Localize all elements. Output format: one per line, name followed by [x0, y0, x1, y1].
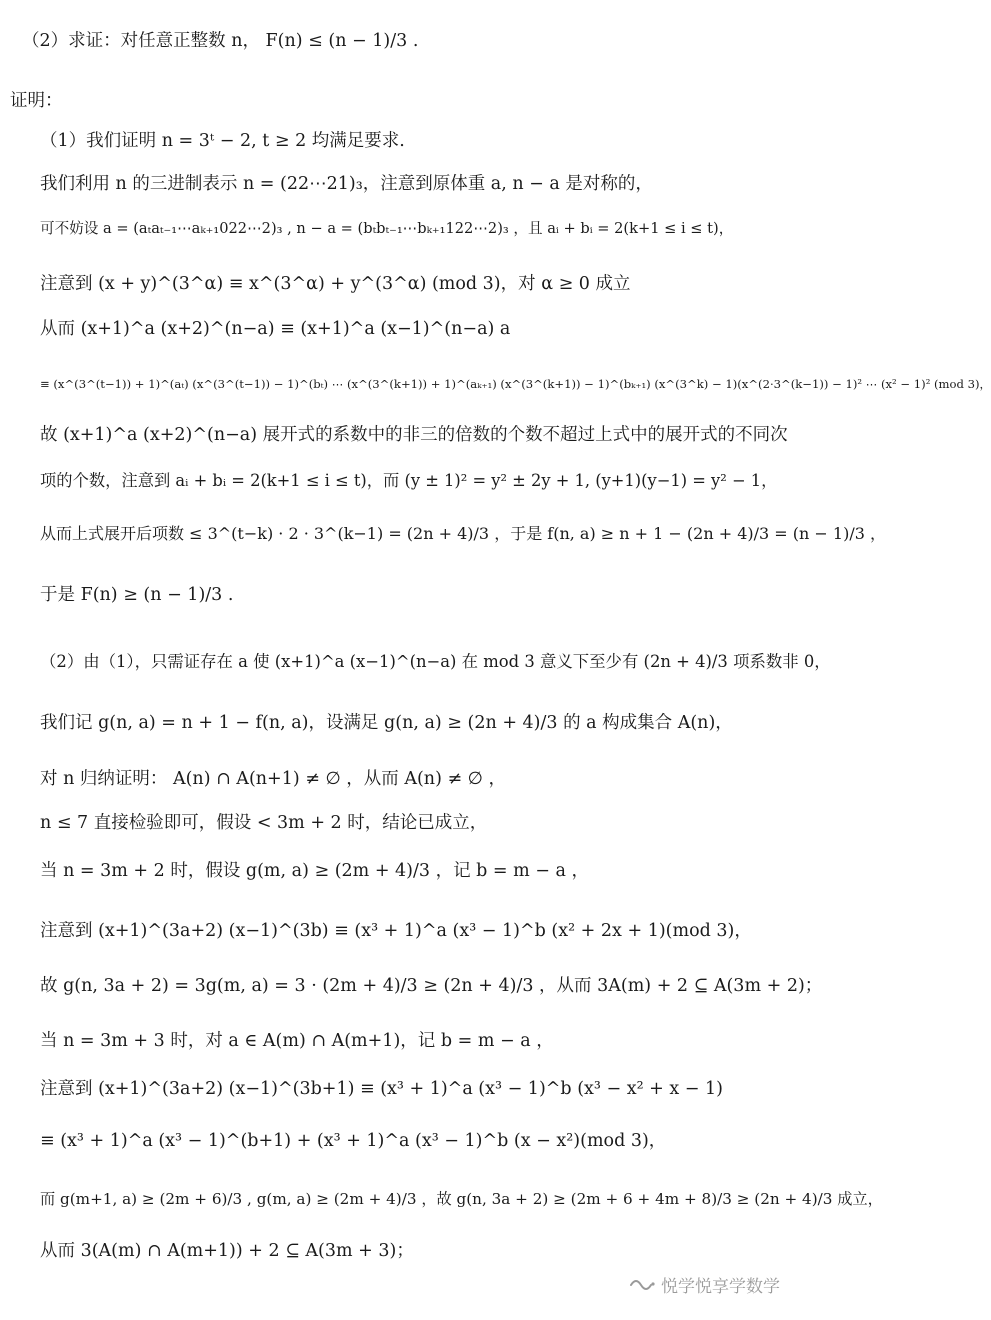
watermark: [629, 1272, 780, 1297]
proof-line: ≡ (x³ + 1)^a (x³ − 1)^(b+1) + (x³ + 1)^a (x³ − 1)^b (x − x²)(mod 3)，: [40, 1131, 667, 1151]
proof-line: 从而 3(A(m) ∩ A(m+1)) + 2 ⊆ A(3m + 3)；: [40, 1241, 414, 1261]
proof-line: ≡ (x^(3^(t−1)) + 1)^(aₜ) (x^(3^(t−1)) − 1)^(bₜ) ⋯ (x^(3^(k+1)) + 1)^(aₖ₊₁) (x^(3^(k+1)) − 1)^(bₖ₊₁) (x^(3^k) − 1)(x^(2·3^(k−1)) − 1)² ⋯ (x² − 1)² (mod 3)，: [40, 377, 991, 391]
proof-line: 项的个数，注意到 aᵢ + bᵢ = 2(k+1 ≤ i ≤ t)，而 (y ± 1)² = y² ± 2y + 1, (y+1)(y−1) = y² − 1，: [40, 471, 778, 490]
proof-line: 注意到 (x+1)^(3a+2) (x−1)^(3b+1) ≡ (x³ + 1)^a (x³ − 1)^b (x³ − x² + x − 1): [40, 1079, 723, 1099]
proof-line: （1）我们证明 n = 3ᵗ − 2, t ≥ 2 均满足要求.: [40, 131, 405, 151]
proof-line: 当 n = 3m + 2 时，假设 g(m, a) ≥ (2m + 4)/3 ，记 b = m − a ，: [40, 861, 590, 881]
proof-line: 于是 F(n) ≥ (n − 1)/3 .: [40, 585, 234, 605]
proof-line: 故 g(n, 3a + 2) = 3g(m, a) = 3 · (2m + 4)/3 ≥ (2n + 4)/3 ，从而 3A(m) + 2 ⊆ A(3m + 2)；: [40, 976, 823, 996]
watermark-text: 悦学悦享学数学: [661, 1277, 780, 1297]
wechat-channel-icon: [629, 1275, 655, 1295]
problem-statement: （2）求证：对任意正整数 n， F(n) ≤ (n − 1)/3 .: [22, 31, 419, 51]
proof-heading: 证明：: [10, 91, 63, 111]
proof-line: 对 n 归纳证明： A(n) ∩ A(n+1) ≠ ∅ ，从而 A(n) ≠ ∅ ，: [40, 769, 506, 789]
proof-line: 注意到 (x + y)^(3^α) ≡ x^(3^α) + y^(3^α) (mod 3)，对 α ≥ 0 成立: [40, 274, 631, 294]
proof-line: 我们利用 n 的三进制表示 n = (22⋯21)₃，注意到原体重 a, n − a 是对称的，: [40, 174, 653, 194]
proof-line: 从而 (x+1)^a (x+2)^(n−a) ≡ (x+1)^a (x−1)^(n−a) a: [40, 319, 511, 339]
proof-line: n ≤ 7 直接检验即可，假设 < 3m + 2 时，结论已成立，: [40, 813, 488, 833]
proof-line: 注意到 (x+1)^(3a+2) (x−1)^(3b) ≡ (x³ + 1)^a (x³ − 1)^b (x² + 2x + 1)(mod 3)，: [40, 921, 752, 941]
proof-line: 我们记 g(n, a) = n + 1 − f(n, a)，设满足 g(n, a) ≥ (2n + 4)/3 的 a 构成集合 A(n)，: [40, 713, 733, 733]
proof-line: 从而上式展开后项数 ≤ 3^(t−k) · 2 · 3^(k−1) = (2n + 4)/3 ，于是 f(n, a) ≥ n + 1 − (2n + 4)/3 = (n − 1)/3 ，: [40, 524, 886, 543]
proof-line: 故 (x+1)^a (x+2)^(n−a) 展开式的系数中的非三的倍数的个数不超过上式中的展开式的不同次: [40, 425, 788, 445]
proof-line: 而 g(m+1, a) ≥ (2m + 6)/3 , g(m, a) ≥ (2m + 4)/3 ，故 g(n, 3a + 2) ≥ (2m + 6 + 4m + 8)/3 ≥ (2n + 4)/3 成立，: [40, 1190, 883, 1208]
proof-line: （2）由（1），只需证存在 a 使 (x+1)^a (x−1)^(n−a) 在 mod 3 意义下至少有 (2n + 4)/3 项系数非 0，: [40, 652, 831, 671]
proof-line: 当 n = 3m + 3 时，对 a ∈ A(m) ∩ A(m+1)，记 b = m − a ，: [40, 1031, 554, 1051]
proof-line: 可不妨设 a = (aₜaₜ₋₁⋯aₖ₊₁022⋯2)₃ , n − a = (bₜbₜ₋₁⋯bₖ₊₁122⋯2)₃ ，且 aᵢ + bᵢ = 2(k+1 ≤ i ≤ t)，: [40, 220, 734, 237]
